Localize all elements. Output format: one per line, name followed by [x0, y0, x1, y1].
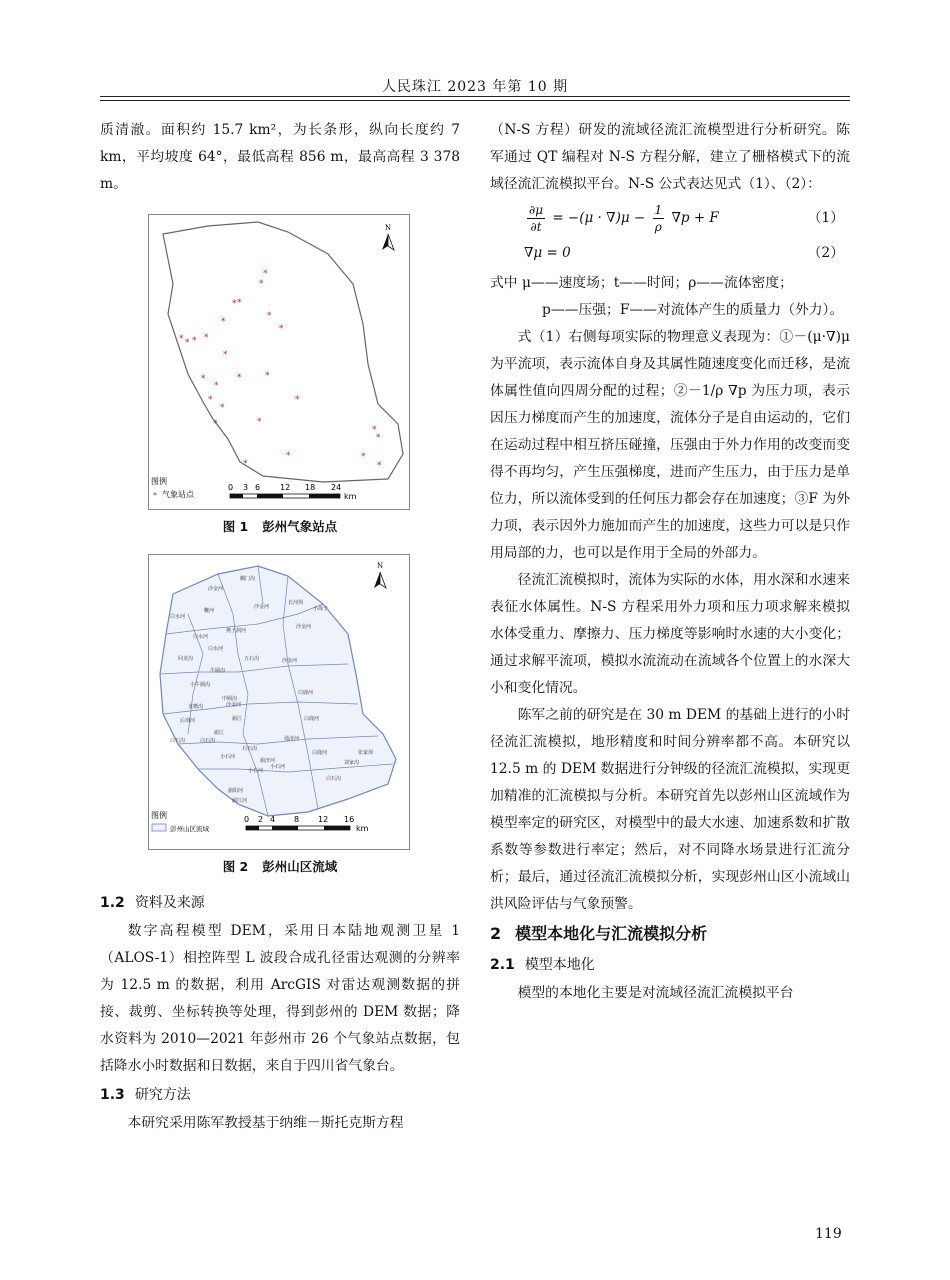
legend-star-icon: *: [153, 491, 157, 500]
svg-text:16: 16: [344, 815, 355, 824]
station-star: *: [286, 451, 291, 461]
svg-text:km: km: [356, 824, 369, 833]
figure-number: 图 2: [222, 859, 249, 874]
svg-text:鞭河: 鞭河: [204, 608, 215, 614]
svg-text:彭州山区流域: 彭州山区流域: [170, 825, 209, 833]
station-star: *: [265, 371, 270, 381]
section-heading-2-1: 2.1 模型本地化: [490, 957, 595, 973]
svg-text:石石沟: 石石沟: [242, 746, 258, 752]
svg-text:湔江: 湔江: [232, 716, 243, 722]
station-star: *: [372, 425, 377, 435]
svg-text:6: 6: [255, 483, 261, 492]
svg-text:刘家沟: 刘家沟: [344, 760, 360, 766]
svg-text:棚门沟: 棚门沟: [240, 576, 256, 582]
left-column: [100, 117, 460, 1137]
svg-text:小海子: 小海子: [313, 606, 329, 612]
legend-swatch-icon: [152, 824, 166, 831]
svg-text:8: 8: [294, 815, 300, 824]
svg-text:沙金河: 沙金河: [296, 624, 312, 630]
station-star: *: [237, 298, 242, 308]
svg-text:燕子洞河: 燕子洞河: [226, 628, 247, 634]
station-star: *: [208, 395, 213, 405]
station-star: *: [267, 311, 272, 321]
svg-text:12: 12: [318, 815, 329, 824]
svg-text:4: 4: [270, 815, 276, 824]
station-star: *: [295, 395, 300, 405]
svg-text:0: 0: [244, 815, 250, 824]
station-star: *: [214, 381, 219, 391]
scale-bar: [228, 483, 357, 501]
svg-text:N: N: [376, 562, 384, 570]
station-star: *: [263, 269, 268, 279]
header-rule-thin: [100, 100, 850, 101]
equation-definitions: 式中 μ——速度场；t——时间；ρ——流体密度； p——压强；F——对流体产生的质量力（外力）。: [490, 275, 844, 318]
svg-text:白石沟: 白石沟: [326, 776, 342, 782]
equation-1: $\frac{\partial\mu}{\partial t}$ = −(μ · ∇)μ − $\frac{1}{\rho}$ ∇p + F （1）: [529, 203, 844, 234]
station-star: *: [204, 333, 209, 343]
north-label: N: [384, 224, 392, 232]
watershed-map: [148, 554, 410, 850]
station-star: *: [279, 324, 284, 334]
station-star: *: [257, 417, 262, 427]
svg-text:后坝河: 后坝河: [180, 718, 196, 724]
weather-station-map: [148, 214, 410, 510]
svg-text:沙金河: 沙金河: [208, 586, 224, 592]
figure-title: 彭州气象站点: [262, 519, 338, 534]
svg-text:2: 2: [258, 815, 264, 824]
map-legend: [151, 810, 210, 833]
svg-text:白石沟: 白石沟: [170, 738, 186, 744]
section-heading-2: 2 模型本地化与汇流模拟分析: [490, 924, 708, 943]
svg-text:3: 3: [243, 483, 249, 492]
north-arrow-icon: [382, 224, 394, 250]
station-star: *: [220, 403, 225, 413]
svg-text:沙金河: 沙金河: [282, 658, 298, 664]
svg-text:湔江: 湔江: [214, 730, 225, 736]
paragraph: 数字高程模型 DEM，采用日本陆地观测卫星 1（ALOS-1）相控阵型 L 波段合成孔径雷达观测的分辨率为 12.5 m 的数据，利用 ArcGIS 对雷达观测数据的拼接、裁剪、坐标转换等处理，得到彭州的 DEM 数据；降水资料为 2010—2021 年彭州市 26 个气象站点数据，包括降水小时数据和日数据，来自于四川省气象台。: [100, 923, 460, 1074]
north-arrow-icon: [374, 562, 386, 588]
svg-text:张家坝: 张家坝: [358, 750, 374, 756]
svg-text:五石沟: 五石沟: [244, 656, 260, 662]
map-legend: [151, 476, 195, 500]
paragraph: 模型的本地化主要是对流域径流汇流模拟平台: [517, 985, 794, 1001]
svg-text:回龙沟: 回龙沟: [178, 656, 194, 662]
legend-item: 气象站点: [162, 490, 194, 499]
equation-2: ∇μ = 0 （2）: [524, 245, 844, 261]
svg-text:0: 0: [228, 483, 234, 492]
svg-text:白水河: 白水河: [170, 614, 186, 620]
svg-text:白石沟: 白石沟: [200, 738, 216, 744]
svg-text:18: 18: [305, 483, 316, 492]
svg-text:长河坝: 长河坝: [288, 600, 304, 606]
svg-text:龙槽沟: 龙槽沟: [188, 704, 204, 710]
svg-text:湔阳河: 湔阳河: [228, 788, 244, 794]
station-star: *: [361, 452, 366, 462]
section-heading-1-2: 1.2 资料及来源: [100, 895, 205, 911]
station-star: *: [192, 336, 197, 346]
station-star: *: [259, 279, 264, 289]
svg-text:小石河: 小石河: [270, 764, 286, 770]
figure-2-caption: [100, 856, 460, 878]
svg-text:km: km: [344, 492, 357, 501]
station-star: *: [223, 350, 228, 360]
svg-text:小石河: 小石河: [220, 754, 236, 760]
svg-text:白水河: 白水河: [193, 634, 209, 640]
figure-2-map: [148, 554, 410, 850]
svg-text:小牛圈沟: 小牛圈沟: [190, 682, 211, 688]
scale-bar: [244, 815, 369, 833]
paragraph: 本研究采用陈军教授基于纳维－斯托克斯方程: [127, 1115, 404, 1131]
station-star: *: [185, 338, 190, 348]
svg-text:小石河: 小石河: [248, 768, 264, 774]
section-heading-1-3: 1.3 研究方法: [100, 1087, 191, 1103]
header-rule: [100, 96, 850, 97]
station-star: *: [243, 459, 248, 469]
running-header: 人民珠江 2023 年第 10 期: [381, 79, 569, 95]
paragraph: 陈军之前的研究是在 30 m DEM 的基础上进行的小时径流汇流模拟，地形精度和时间分辨率都不高。本研究以 12.5 m 的 DEM 数据进行分钟级的径流汇流模拟，实现更加精准的汇流模拟与分析。本研究首先以彭州山区流域作为模型率定的研究区，对模型中的最大水速、加速系数和扩散系数等参数进行率定；然后，对不同降水场景进行汇流分析；最后，通过径流汇流模拟分析，实现彭州山区小流域山洪风险评估与气象预警。: [490, 707, 850, 912]
svg-text:24: 24: [331, 483, 342, 492]
station-star: *: [377, 461, 382, 471]
station-star: *: [237, 373, 242, 383]
svg-text:牛圈沟: 牛圈沟: [210, 668, 226, 674]
paragraph: 式（1）右侧每项实际的物理意义表现为：①－(μ·∇)μ 为平流项，表示流体自身及其属性随速度变化而迁移，是流体属性值向四周分配的过程；②－1/ρ ∇p 为压力项，表示因压力梯度而产生的加速度，流体分子是自由运动的，它们在运动过程中相互挤压碰撞，压强由于外力作用的改变而变得不再均匀，产生压强梯度，进而产生压力，由于压力是单位力，所以流体受到的任何压力都会存在加速度；③F 为外力项，表示因外力施加而产生的加速度，这些力可以是只作用局部的力，也可以是作用于全局的外部力。: [490, 329, 850, 561]
svg-text:湔济河: 湔济河: [260, 758, 276, 764]
svg-text:沙金河: 沙金河: [254, 604, 270, 610]
page-number: 119: [815, 1226, 842, 1242]
svg-text:沙金河: 沙金河: [226, 702, 242, 708]
svg-text:12: 12: [280, 483, 291, 492]
paragraph: 径流汇流模拟时，流体为实际的水体，用水深和水速来表征水体属性。N-S 方程采用外力项和压力项求解来模拟水体受重力、摩擦力、压力梯度等影响时水速的大小变化；通过求解平流项，模拟水流流动在流域各个位置上的水深大小和变化情况。: [490, 572, 850, 696]
station-star: *: [221, 317, 226, 327]
station-star: *: [213, 419, 218, 429]
station-star: *: [201, 374, 206, 384]
svg-text:白鹿河: 白鹿河: [312, 750, 328, 756]
right-column: [490, 117, 850, 1007]
station-star: *: [179, 334, 184, 344]
svg-text:白水河: 白水河: [208, 646, 224, 652]
svg-text:白鹿河: 白鹿河: [304, 716, 320, 722]
station-star: *: [376, 433, 381, 443]
paragraph: 质清澈。面积约 15.7 km²，为长条形，纵向长度约 7 km，平均坡度 64°，最低高程 856 m，最高高程 3 378 m。: [100, 122, 460, 192]
svg-text:图例: 图例: [151, 811, 167, 820]
paragraph: （N-S 方程）研发的流域径流汇流模型进行分析研究。陈军通过 QT 编程对 N-S 方程分解，建立了栅格模式下的流域径流汇流模拟平台。N-S 公式表达见式（1）、（2）：: [490, 122, 850, 192]
svg-text:通济河: 通济河: [284, 736, 300, 742]
station-star: *: [232, 299, 237, 309]
figure-title: 彭州山区流域: [262, 859, 338, 874]
svg-text:湔江河: 湔江河: [232, 798, 248, 804]
figure-number: 图 1: [222, 519, 249, 534]
svg-text:白鹿河: 白鹿河: [298, 690, 314, 696]
svg-text:中圈沟: 中圈沟: [222, 696, 238, 702]
legend-title: 图例: [151, 477, 167, 486]
figure-1-map: [148, 214, 410, 510]
figure-1-caption: [100, 516, 460, 538]
